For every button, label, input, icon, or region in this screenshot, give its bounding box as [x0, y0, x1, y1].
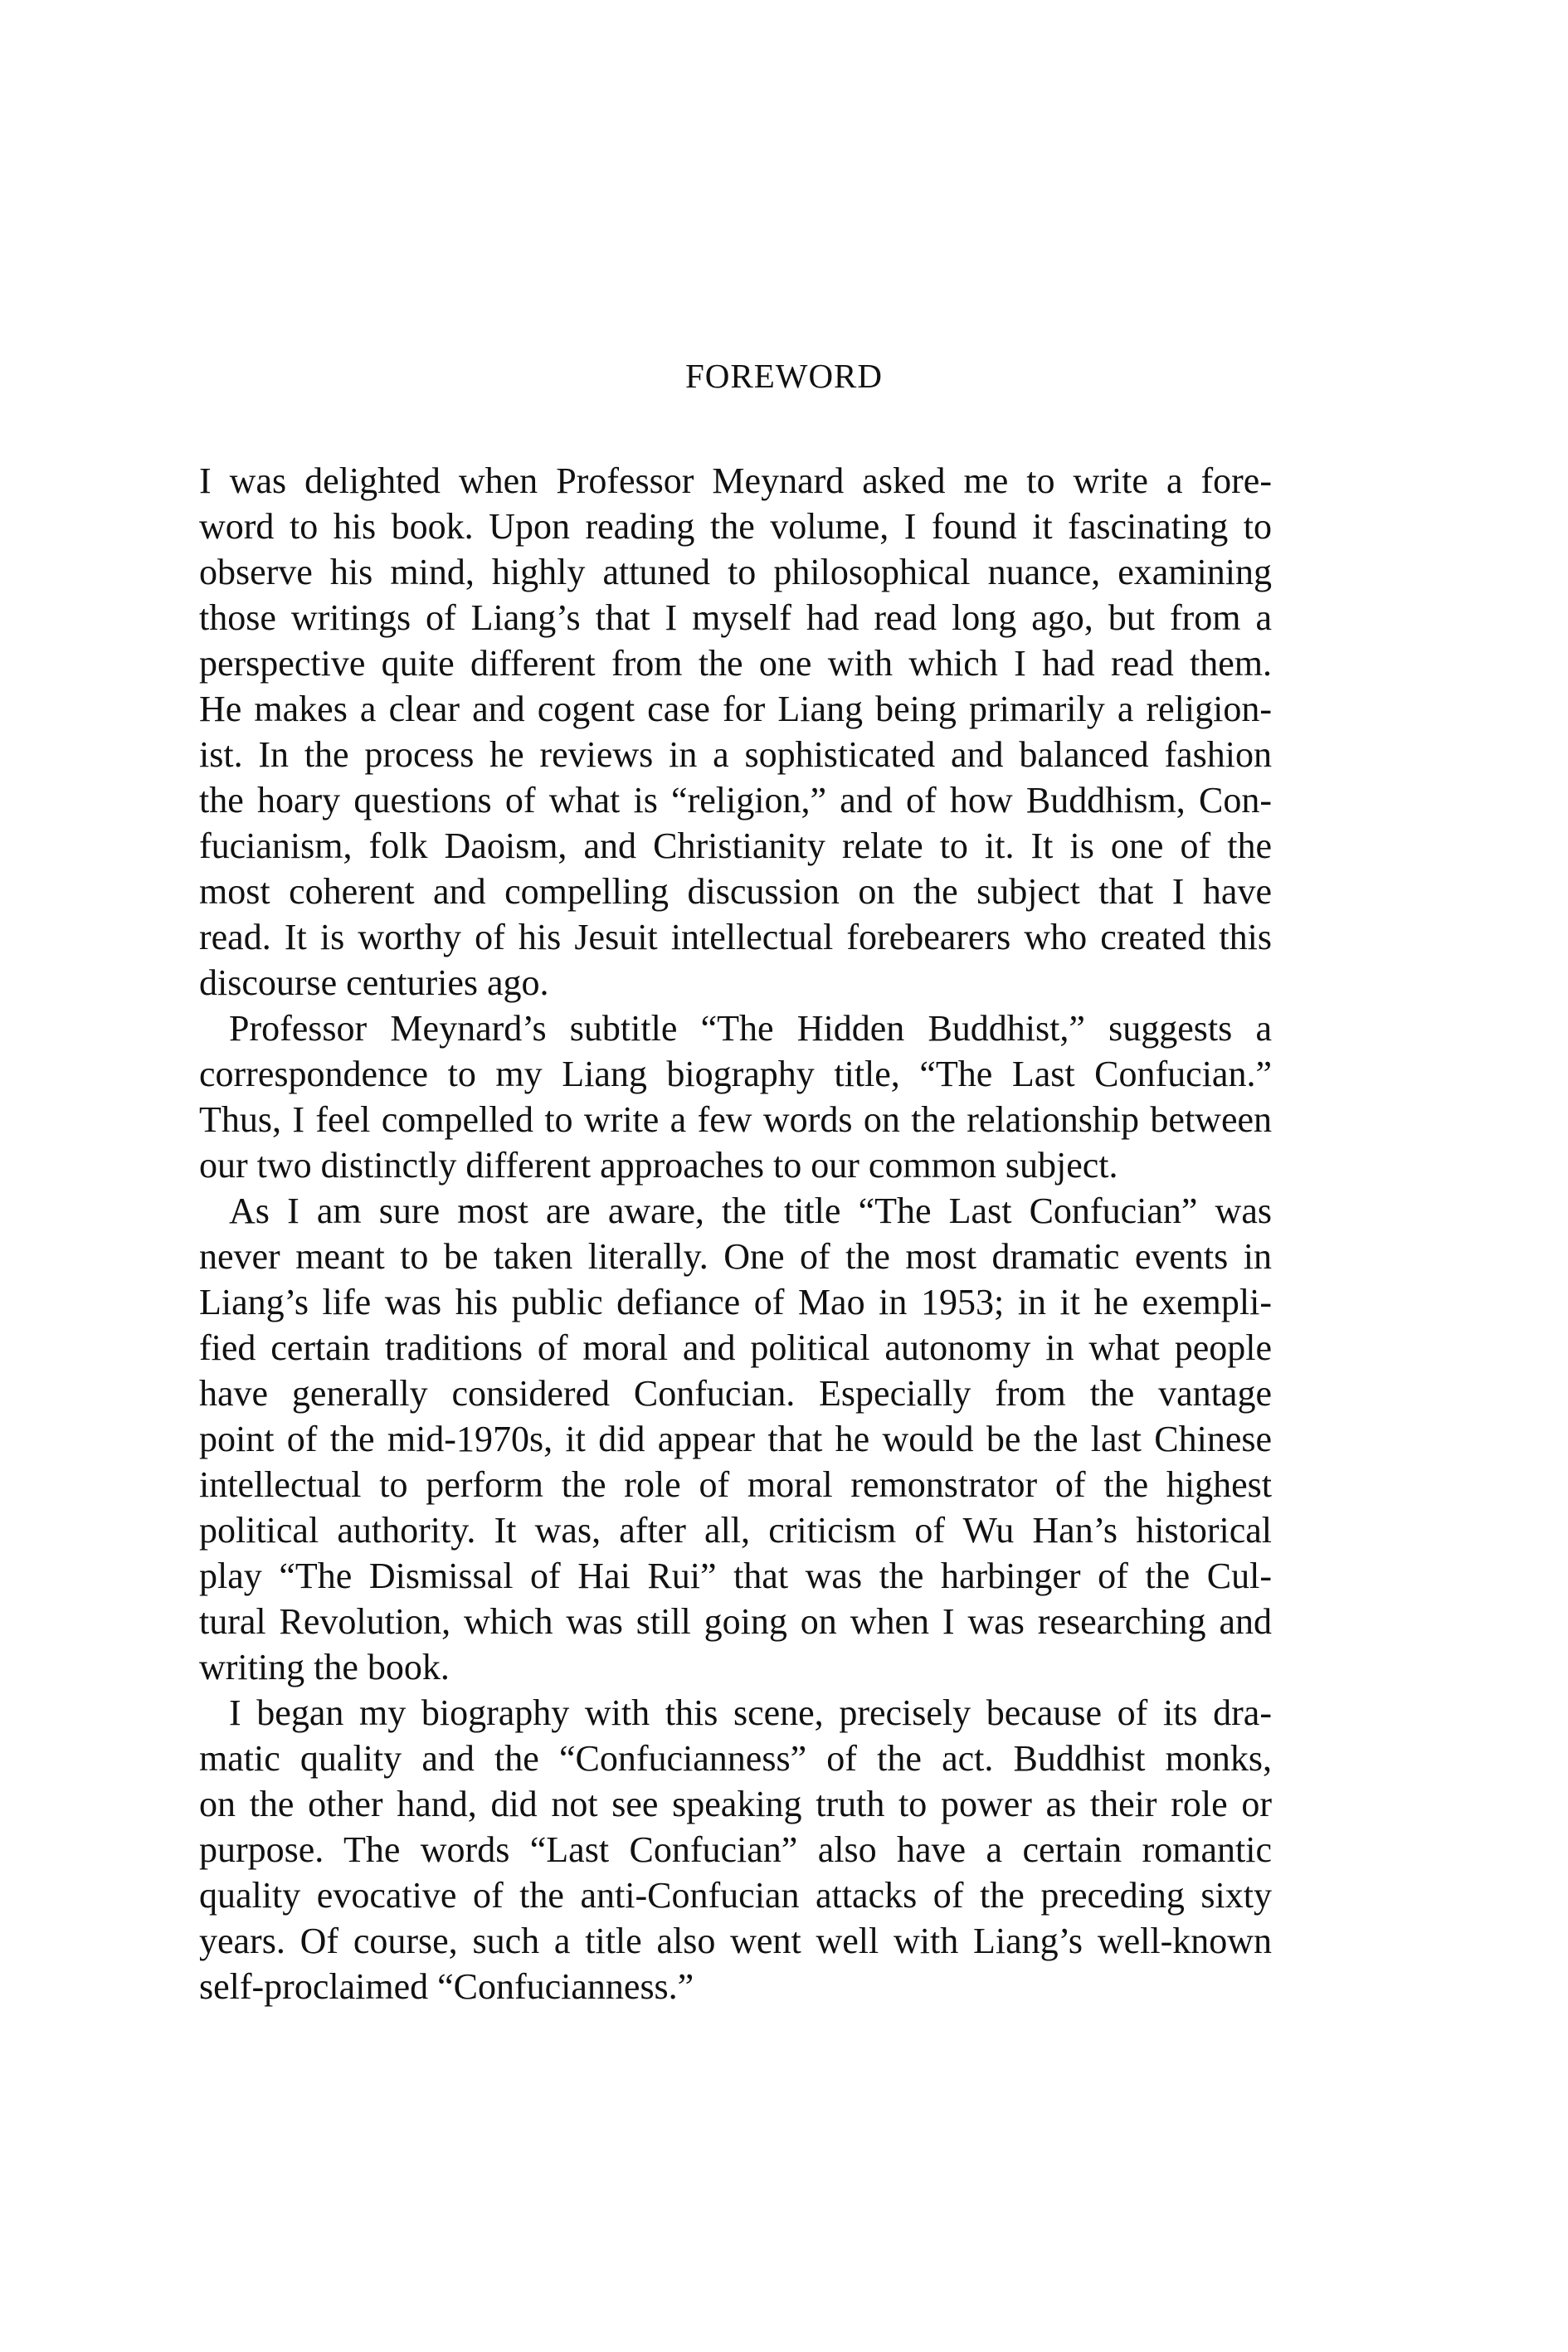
paragraph-3: [199, 1188, 1272, 1690]
text-line: correspondence to my Liang biography title, “The Last Confucian.”: [199, 1054, 1272, 1094]
text-line: self-proclaimed “Confucianness.”: [199, 1966, 694, 2007]
text-line: I was delighted when Professor Meynard asked me to write a fore-: [199, 460, 1272, 501]
paragraph-1: [199, 458, 1272, 1006]
text-line: years. Of course, such a title also went well with Liang’s well-known: [199, 1921, 1272, 1961]
paragraph-4: [199, 1690, 1272, 2009]
text-line: writing the book.: [199, 1647, 450, 1687]
text-line: discourse centuries ago.: [199, 962, 549, 1003]
text-line: purpose. The words “Last Confucian” also have a certain romantic: [199, 1829, 1272, 1870]
text-line: ist. In the process he reviews in a sophisticated and balanced fashion: [199, 734, 1272, 775]
text-line: our two distinctly different approaches to our common subject.: [199, 1145, 1118, 1186]
text-line: observe his mind, highly attuned to philosophical nuance, examining: [199, 552, 1272, 592]
text-line: political authority. It was, after all, criticism of Wu Han’s historical: [199, 1510, 1272, 1551]
text-line: intellectual to perform the role of moral remonstrator of the highest: [199, 1464, 1272, 1505]
text-line: perspective quite different from the one with which I had read them.: [199, 643, 1272, 684]
text-line: the hoary questions of what is “religion,” and of how Buddhism, Con-: [199, 780, 1272, 821]
text-line: I began my biography with this scene, precisely because of its dra-: [229, 1692, 1272, 1733]
text-line: word to his book. Upon reading the volume, I found it fascinating to: [199, 506, 1272, 547]
text-line: Liang’s life was his public defiance of Mao in 1953; in it he exempli-: [199, 1282, 1272, 1322]
text-line: read. It is worthy of his Jesuit intellectual forebearers who created this: [199, 917, 1272, 957]
text-line: fied certain traditions of moral and political autonomy in what people: [199, 1327, 1272, 1368]
page-title: FOREWORD: [684, 357, 884, 395]
text-line: never meant to be taken literally. One of the most dramatic events in: [199, 1236, 1272, 1277]
text-line: on the other hand, did not see speaking truth to power as their role or: [199, 1784, 1272, 1824]
text-line: Professor Meynard’s subtitle “The Hidden Buddhist,” suggests a: [229, 1008, 1272, 1049]
text-line: Thus, I feel compelled to write a few words on the relationship between: [199, 1099, 1272, 1140]
text-line: point of the mid-1970s, it did appear that he would be the last Chinese: [199, 1419, 1272, 1459]
text-line: those writings of Liang’s that I myself had read long ago, but from a: [199, 597, 1272, 638]
foreword-body: [199, 458, 1272, 2009]
text-line: quality evocative of the anti-Confucian attacks of the preceding sixty: [199, 1875, 1272, 1916]
paragraph-2: [199, 1006, 1272, 1188]
text-line: play “The Dismissal of Hai Rui” that was the harbinger of the Cul-: [199, 1556, 1272, 1596]
text-line: matic quality and the “Confucianness” of the act. Buddhist monks,: [199, 1738, 1272, 1779]
text-line: have generally considered Confucian. Especially from the vantage: [199, 1373, 1272, 1414]
text-line: tural Revolution, which was still going on when I was researching and: [199, 1601, 1272, 1642]
text-line: He makes a clear and cogent case for Liang being primarily a religion-: [199, 689, 1272, 729]
text-line: fucianism, folk Daoism, and Christianity relate to it. It is one of the: [199, 825, 1272, 866]
text-line: most coherent and compelling discussion on the subject that I have: [199, 871, 1272, 912]
text-line: As I am sure most are aware, the title “The Last Confucian” was: [229, 1191, 1272, 1231]
